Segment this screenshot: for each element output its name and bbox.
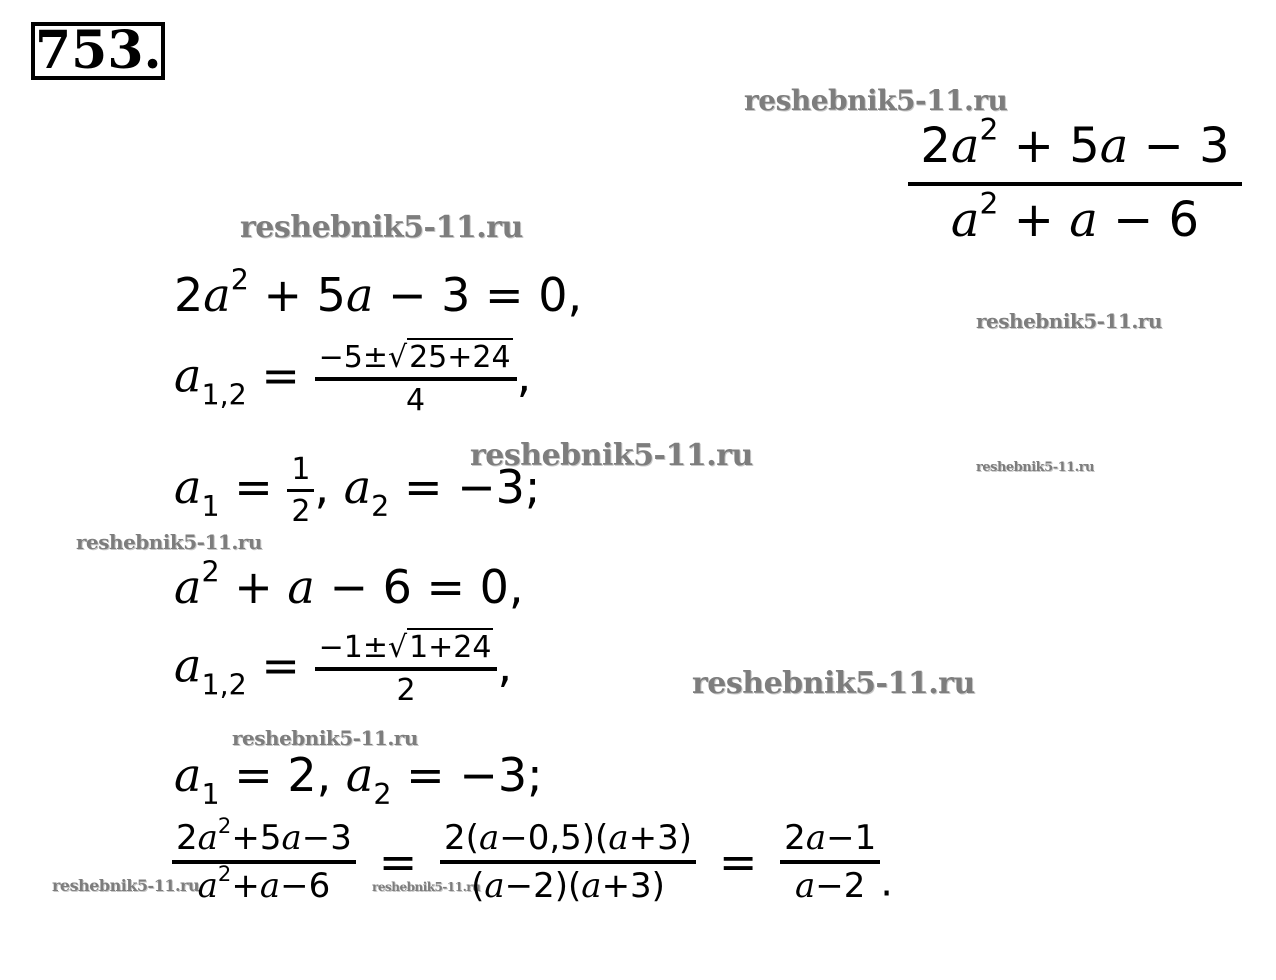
- watermark: reshebnik5-11.ru: [692, 666, 975, 701]
- equation-line-2: $a^2 + a - 6 = 0$,: [174, 555, 524, 614]
- final-fraction-3: $\frac{2a-1}{a-2}$: [780, 818, 880, 906]
- equation-line-1: $2a^2 + 5a - 3 = 0$,: [174, 263, 583, 322]
- roots-1-denominator: 4: [406, 383, 426, 418]
- roots-1-fraction: [315, 340, 517, 418]
- final-fraction-2: $\frac{2(a-0,5)(a+3)}{(a-2)(a+3)}$: [440, 818, 696, 906]
- values-line-1: $a_1$ = $\frac{1}{2}$ , $a_2 = -3$;: [174, 452, 541, 529]
- roots-2-fraction: [315, 630, 498, 708]
- final-period: .: [880, 859, 893, 906]
- watermark: reshebnik5-11.ru: [240, 210, 523, 245]
- watermark: reshebnik5-11.ru: [372, 880, 481, 894]
- roots-2-numerator: −1±√1+24: [315, 630, 498, 671]
- final-fraction-1: $\frac{2a^2+5a-3}{a^2+a-6}$: [172, 818, 356, 906]
- watermark: reshebnik5-11.ru: [232, 726, 418, 750]
- equals-sign: =: [718, 835, 758, 889]
- problem-number: 753.: [31, 22, 165, 80]
- given-expression: [908, 112, 1242, 248]
- watermark: reshebnik5-11.ru: [76, 530, 262, 554]
- watermark: reshebnik5-11.ru: [744, 84, 1008, 117]
- roots-line-1: $a_{1,2}$ = $\frac{-5\pm√25+24}{4}$ ,: [174, 340, 532, 418]
- roots-line-2: $a_{1,2}$ = $\frac{-1\pm√1+24}{2}$ ,: [174, 630, 513, 708]
- watermark: reshebnik5-11.ru: [52, 876, 200, 895]
- watermark: reshebnik5-11.ru: [976, 460, 1095, 475]
- roots-2-denominator: 2: [396, 673, 416, 708]
- a1-fraction: $\frac{1}{2}$: [287, 452, 314, 529]
- watermark: reshebnik5-11.ru: [976, 309, 1162, 333]
- equals-sign: =: [378, 835, 418, 889]
- given-numerator: $2a^2 + 5a - 3$: [908, 118, 1242, 186]
- values-line-2: $a_1 = 2$, $a_2 = -3$;: [174, 748, 543, 811]
- watermark: reshebnik5-11.ru: [470, 438, 753, 473]
- given-denominator: $a^2 + a - 6$: [950, 186, 1200, 248]
- final-line: [172, 813, 893, 906]
- roots-1-numerator: −5±√25+24: [315, 340, 517, 381]
